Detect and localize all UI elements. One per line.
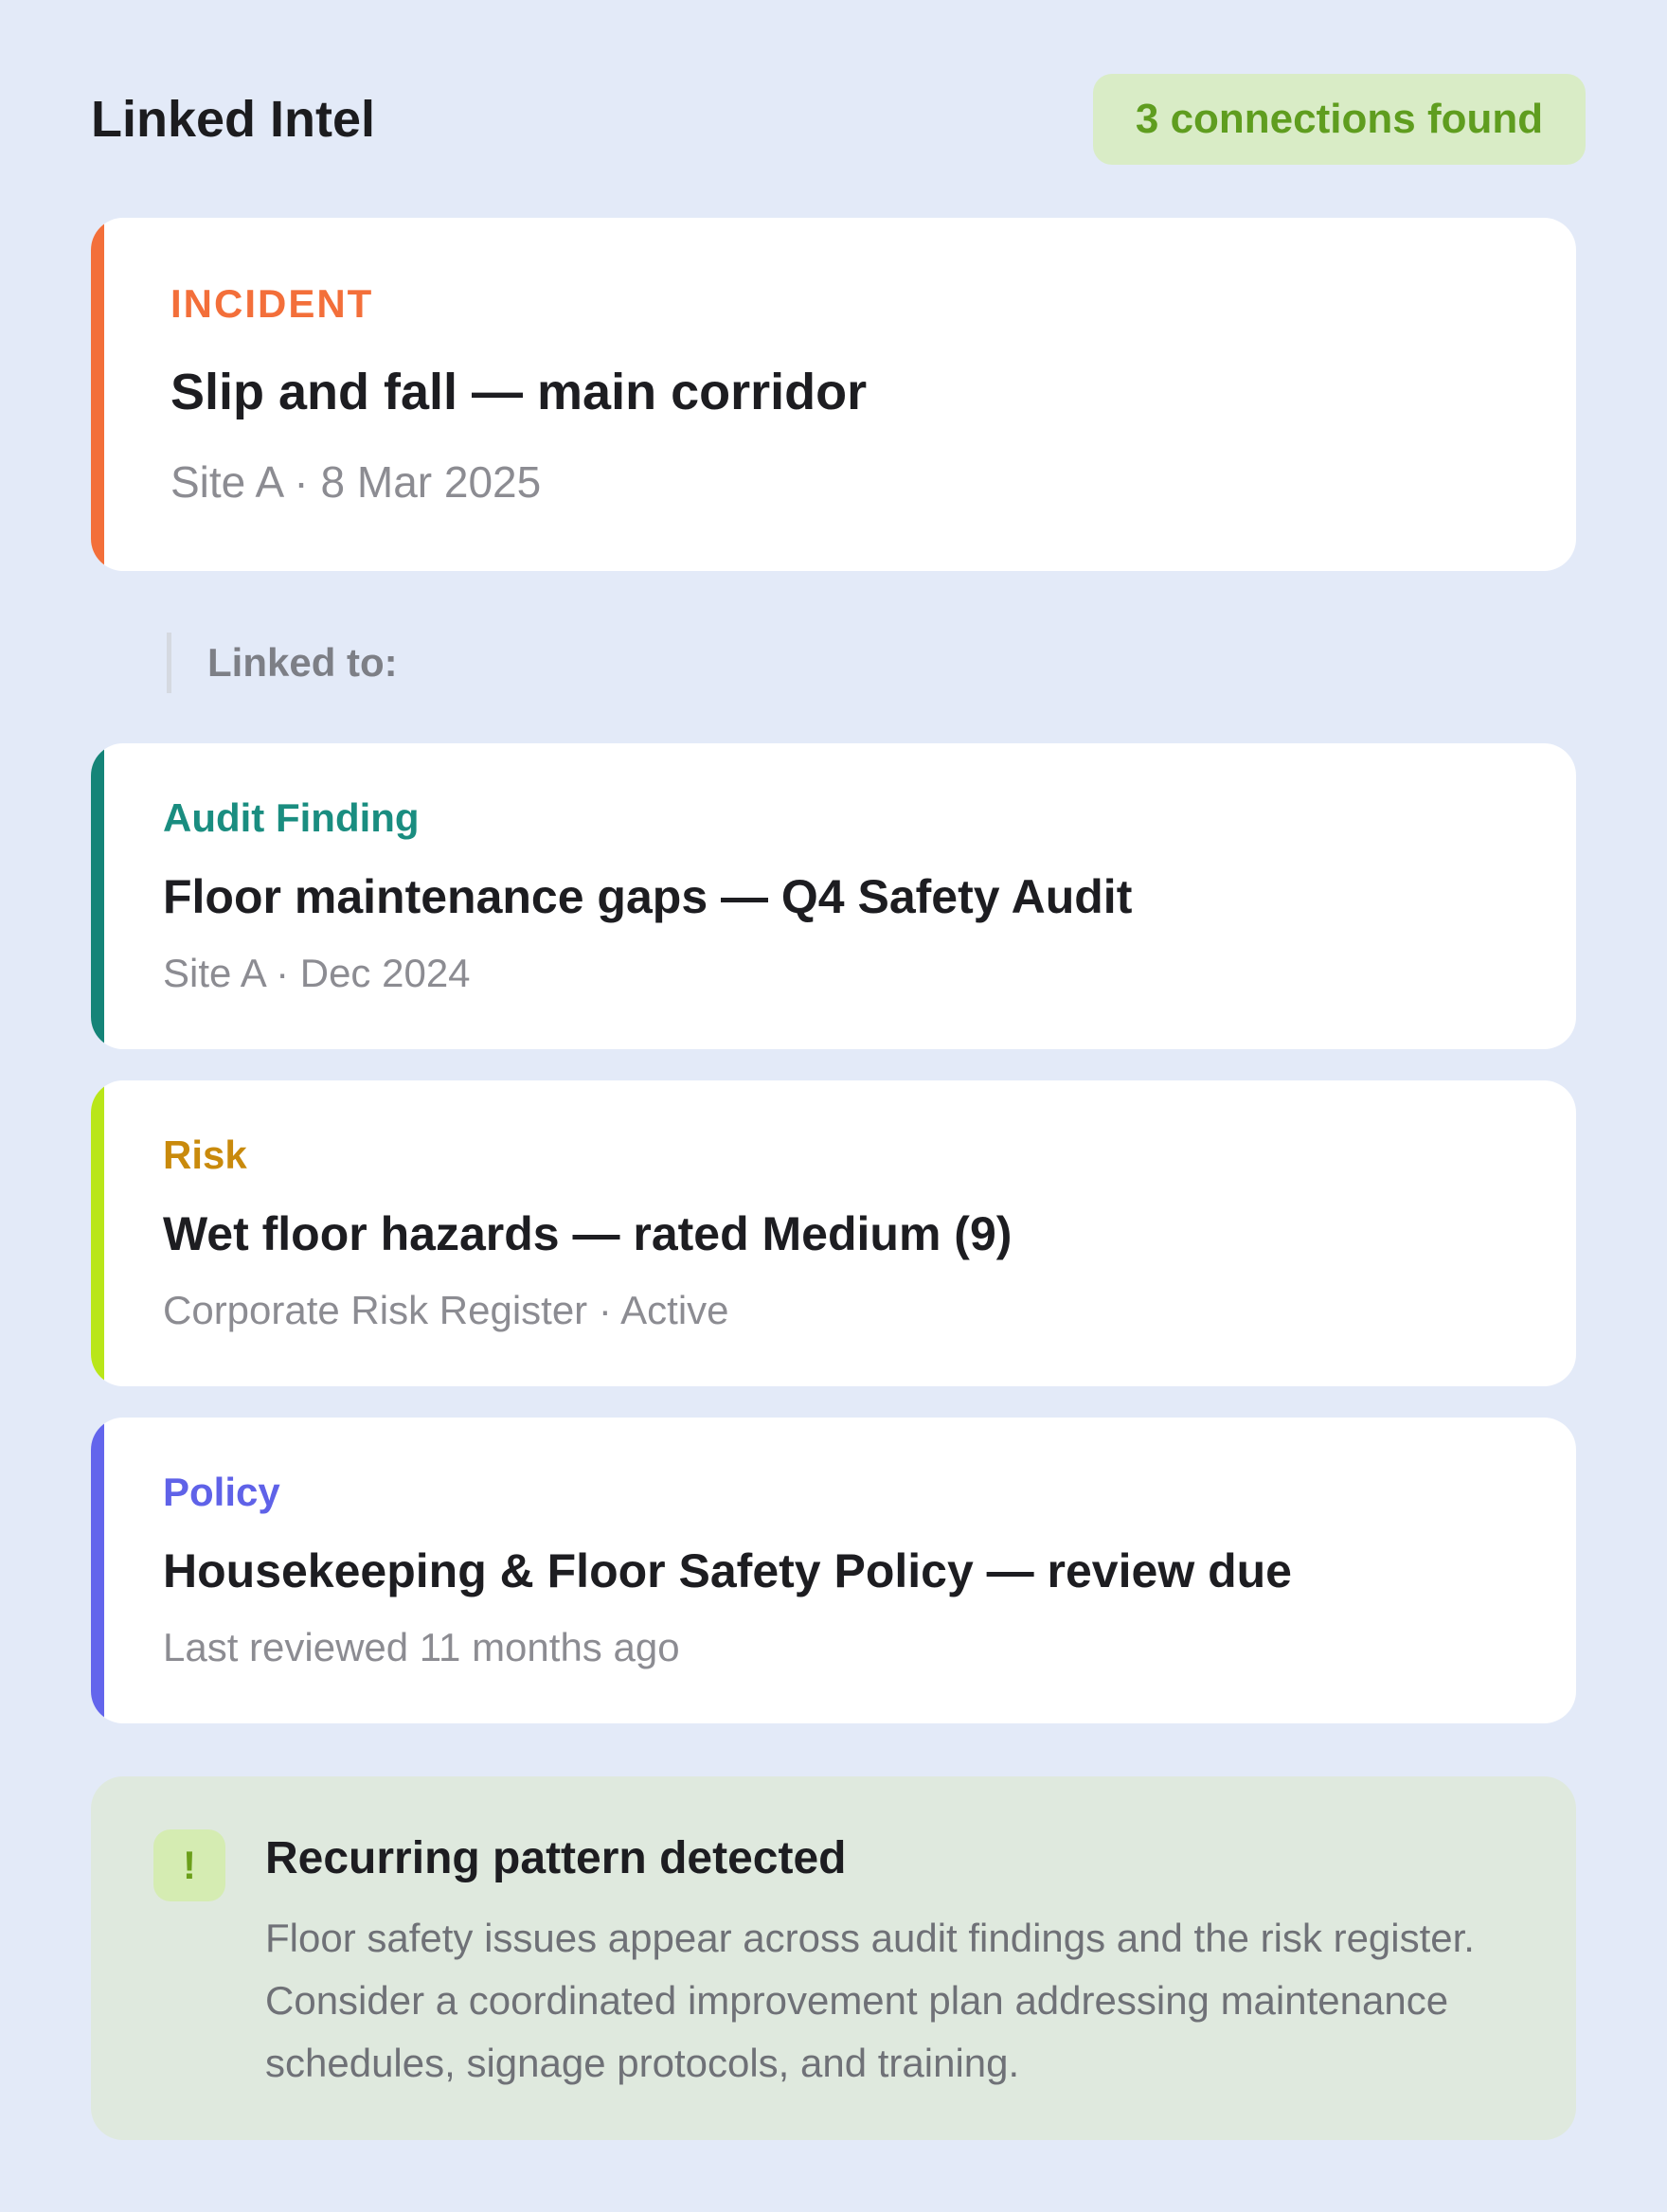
policy-meta: Last reviewed 11 months ago — [163, 1625, 680, 1669]
audit-title: Floor maintenance gaps — Q4 Safety Audit — [163, 870, 1133, 923]
audit-meta: Site A · Dec 2024 — [163, 951, 471, 995]
risk-meta: Corporate Risk Register · Active — [163, 1288, 729, 1332]
audit-accent-bar — [91, 743, 104, 1049]
incident-card[interactable] — [91, 218, 1576, 571]
recurring-pattern-alert — [91, 1776, 1576, 2140]
risk-title: Wet floor hazards — rated Medium (9) — [163, 1207, 1013, 1260]
linked-card-policy[interactable] — [91, 1418, 1576, 1723]
linked-to-label: Linked to: — [167, 633, 398, 693]
risk-type-label: Risk — [163, 1133, 247, 1177]
audit-type-label: Audit Finding — [163, 795, 420, 840]
panel-header — [91, 74, 1586, 165]
incident-accent-bar — [91, 218, 104, 571]
incident-type-label: INCIDENT — [170, 281, 374, 326]
policy-accent-bar — [91, 1418, 104, 1723]
pattern-alert-title: Recurring pattern detected — [265, 1833, 847, 1883]
panel-title: Linked Intel — [91, 91, 376, 148]
pattern-alert-body: Floor safety issues appear across audit findings and the risk register. Consider a coordinated improvement plan addressing maintenance schedules, signage protocols, and training. — [265, 1916, 1475, 2085]
risk-accent-bar — [91, 1080, 104, 1386]
exclamation-icon: ! — [153, 1829, 225, 1901]
incident-title: Slip and fall — main corridor — [170, 364, 868, 420]
policy-title: Housekeeping & Floor Safety Policy — review due — [163, 1544, 1292, 1597]
linked-card-audit-finding[interactable] — [91, 743, 1576, 1049]
connections-badge: 3 connections found — [1093, 74, 1586, 165]
incident-meta: Site A · 8 Mar 2025 — [170, 457, 542, 507]
linked-card-risk[interactable] — [91, 1080, 1576, 1386]
policy-type-label: Policy — [163, 1470, 280, 1514]
